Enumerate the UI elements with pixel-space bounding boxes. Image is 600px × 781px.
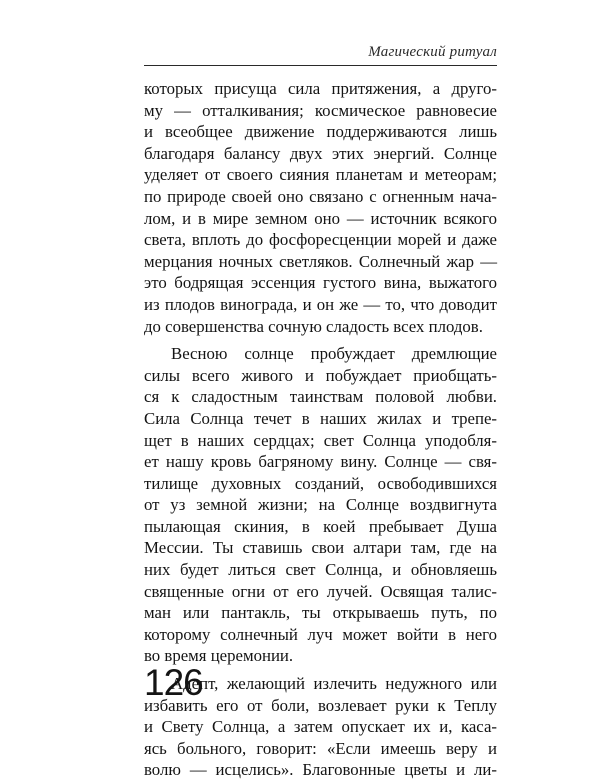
text-line: до совершенства сочную сладость всех плодов.	[144, 316, 483, 336]
text-line: по природе своей оно связано с огненным нача-	[144, 186, 497, 206]
text-line: ет нашу кровь багряному вину. Солнце — свя-	[144, 452, 497, 472]
text-line: которому солнечный луч может войти в него	[144, 624, 497, 644]
text-line: силы всего живого и побуждает приобщать-	[144, 365, 497, 385]
header-rule	[144, 65, 497, 66]
text-line: от уз земной жизни; на Солнце воздвигнута	[144, 495, 497, 515]
text-line: и всеобщее движение поддерживаются лишь	[144, 122, 497, 142]
text-line: это бодрящая эссенция густого вина, выжатого	[144, 273, 497, 293]
text-line: щет в наших сердцах; свет Солнца уподобля-	[144, 430, 497, 450]
text-line: му — отталкивания; космическое равновесие	[144, 100, 497, 120]
text-line: Адепт, желающий излечить недужного или	[171, 674, 497, 694]
text-line: уделяет от своего сияния планетам и метеорам;	[144, 165, 497, 185]
text-line: из плодов винограда, и он же — то, что доводит	[144, 294, 497, 314]
text-line: священные огни от его лучей. Освящая талис-	[144, 581, 497, 601]
text-line: тилище духовных созданий, освободившихся	[144, 473, 497, 493]
text-line: пылающая скиния, в коей пребывает Душа	[144, 516, 497, 536]
text-line: Мессии. Ты ставишь свои алтари там, где на	[144, 538, 497, 558]
text-line: мерцания ночных светляков. Солнечный жар —	[144, 251, 497, 271]
text-line: них будет литься свет Солнца, и обновляешь	[144, 560, 497, 580]
text-line: благодаря балансу двух этих энергий. Солнце	[144, 143, 497, 163]
text-line: лом, и в мире земном оно — источник всякого	[144, 208, 497, 228]
running-title: Магический ритуал	[368, 44, 497, 60]
page-number: 126	[144, 662, 203, 703]
text-line: волю — исцелись». Благовонные цветы и ли-	[144, 760, 497, 780]
running-header	[144, 40, 497, 66]
text-line: которых присуща сила притяжения, а друго-	[144, 79, 497, 98]
text-line: Весною солнце пробуждает дремлющие	[171, 344, 497, 364]
text-line: ясь больного, говорит: «Если имеешь веру и	[144, 738, 497, 758]
text-line: и Свету Солнца, а затем опускает их и, каса-	[144, 717, 497, 737]
text-line: ман или пантакль, ты открываешь путь, по	[144, 603, 497, 623]
text-line: избавить его от боли, возлевает руки к Теплу	[144, 695, 497, 715]
text-line: во время церемонии.	[144, 646, 294, 666]
paragraph-1	[144, 78, 497, 337]
text-line: Сила Солнца течет в наших жилах и трепе-	[144, 408, 497, 428]
text-line: света, вплоть до фосфоресценции морей и даже	[144, 230, 497, 250]
text-line: ся к сладостным таинствам половой любви.	[144, 387, 497, 407]
paragraph-2	[144, 343, 497, 667]
